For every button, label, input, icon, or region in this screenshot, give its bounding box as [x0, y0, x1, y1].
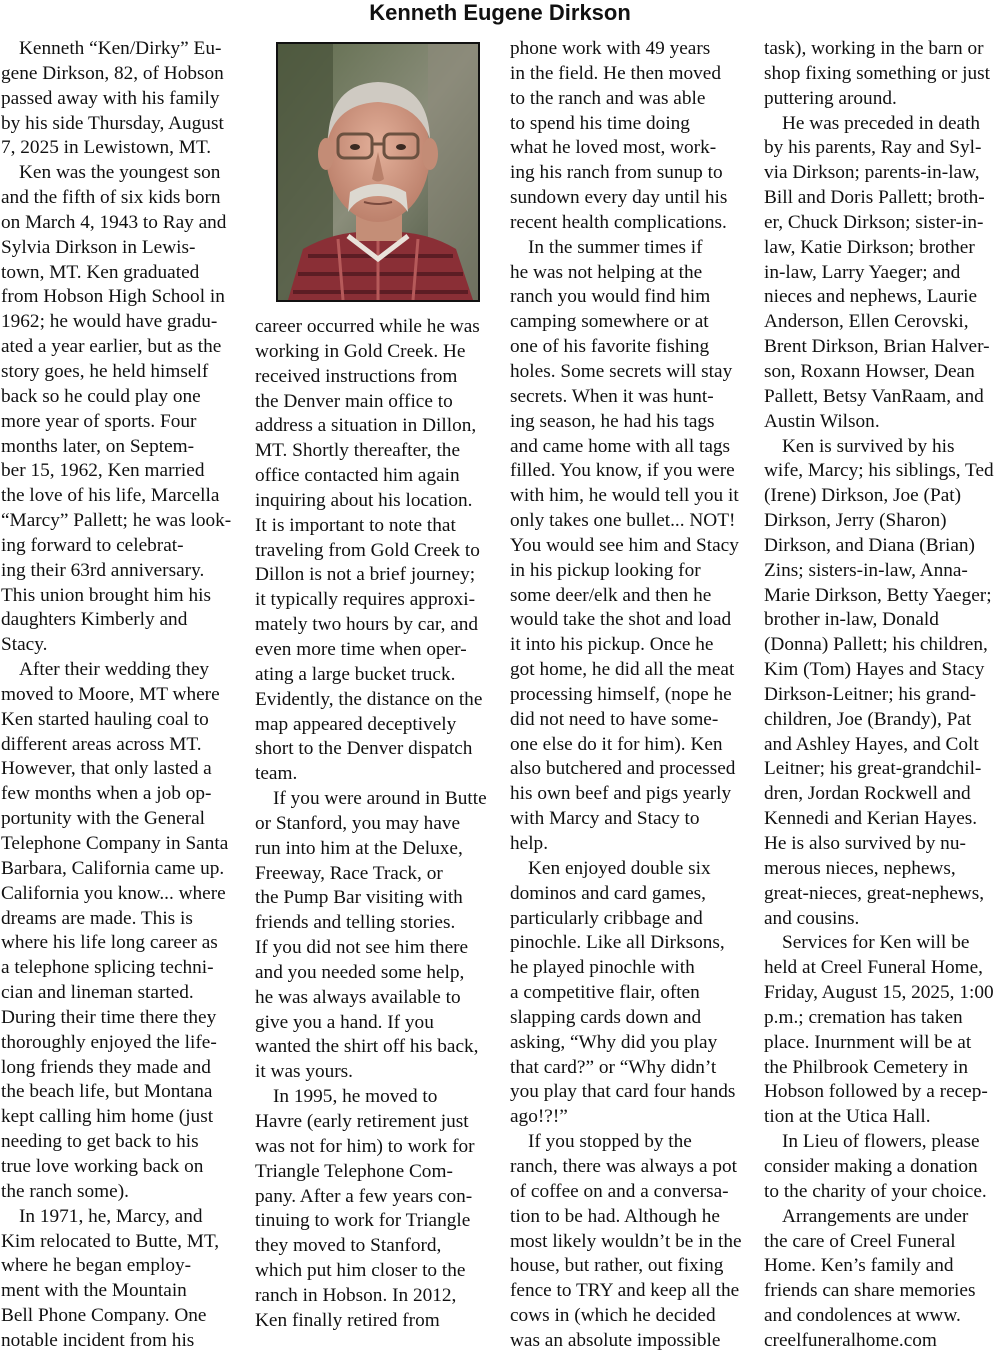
text-line: nieces and nephews, Laurie: [764, 286, 978, 308]
text-line: In Lieu of flowers, please: [782, 1131, 980, 1153]
text-line: from Hobson High School in: [1, 286, 225, 308]
text-line: ment with the Mountain: [1, 1280, 187, 1302]
text-line: If you did not see him there: [255, 937, 469, 959]
text-line: you play that card four hands: [510, 1081, 736, 1103]
text-line: Ken started hauling coal to: [1, 708, 209, 730]
text-line: children, Joe (Brandy), Pat: [764, 708, 972, 730]
text-line: Dirkson, Jerry (Sharon): [764, 510, 947, 532]
text-line: Dirkson, and Diana (Brian): [764, 534, 975, 556]
text-line: He was preceded in death: [782, 112, 981, 134]
text-line: to spend his time doing: [510, 112, 690, 134]
text-line: creelfuneralhome.com: [764, 1329, 937, 1351]
text-line: Freeway, Race Track, or: [255, 862, 443, 884]
text-line: few months when a job op-: [1, 783, 212, 805]
text-line: address a situation in Dillon,: [255, 415, 477, 437]
text-line: ranch in Hobson. In 2012,: [255, 1284, 457, 1306]
text-line: Kim (Tom) Hayes and Stacy: [764, 659, 985, 681]
text-line: inquiring about his location.: [255, 489, 473, 511]
text-line: office contacted him again: [255, 465, 460, 487]
text-line: traveling from Gold Creek to: [255, 539, 480, 561]
text-line: and the fifth of six kids born: [1, 187, 221, 209]
text-line: dren, Jordan Rockwell and: [764, 783, 971, 805]
text-line: tion at the Utica Hall.: [764, 1106, 931, 1128]
text-line: the Denver main office to: [255, 390, 453, 412]
text-line: brother in-law, Donald: [764, 609, 939, 631]
text-line: one of his favorite fishing: [510, 336, 710, 358]
text-line: was not for him) to work for: [255, 1135, 475, 1157]
text-line: he played pinochle with: [510, 957, 695, 979]
text-line: the Pump Bar visiting with: [255, 887, 463, 909]
text-line: Kim relocated to Butte, MT,: [1, 1230, 220, 1252]
text-line: If you stopped by the: [528, 1131, 692, 1153]
text-line: processing himself, (nope he: [510, 683, 732, 705]
text-line: portunity with the General: [1, 808, 206, 830]
text-line: Bill and Doris Pallett; broth-: [764, 187, 985, 209]
text-line: got home, he did all the meat: [510, 659, 735, 681]
text-line: dominos and card games,: [510, 882, 706, 904]
column-1: [1, 37, 239, 1354]
text-line: cows in (which he decided: [510, 1305, 716, 1327]
text-line: needing to get back to his: [1, 1131, 199, 1153]
text-line: You would see him and Stacy: [510, 534, 739, 556]
text-line: Triangle Telephone Com-: [255, 1160, 453, 1182]
column-4: [764, 37, 1000, 1354]
text-line: fence to TRY and keep all the: [510, 1280, 740, 1302]
text-line: what he loved most, work-: [510, 137, 717, 159]
text-line: Ken enjoyed double six: [528, 857, 711, 879]
text-line: even more time when oper-: [255, 638, 467, 660]
text-line: Anderson, Ellen Cerovski,: [764, 311, 969, 333]
page-title: Kenneth Eugene Dirkson: [369, 0, 631, 25]
text-line: a telephone splicing techni-: [1, 957, 214, 979]
text-line: particularly cribbage and: [510, 907, 703, 929]
text-line: on March 4, 1943 to Ray and: [1, 211, 227, 233]
text-line: ing his ranch from sunup to: [510, 162, 723, 184]
text-line: most likely wouldn’t be in the: [510, 1230, 742, 1252]
text-line: back so he could play one: [1, 385, 201, 407]
text-line: Sylvia Dirkson in Lewis-: [1, 236, 196, 258]
text-line: pany. After a few years con-: [255, 1185, 473, 1207]
text-line: Brent Dirkson, Brian Halver-: [764, 336, 990, 358]
text-line: 7, 2025 in Lewistown, MT.: [1, 137, 212, 159]
text-line: months later, on Septem-: [1, 435, 195, 457]
text-line: mately two hours by car, and: [255, 614, 479, 636]
text-line: notable incident from his: [1, 1329, 195, 1351]
text-line: Dillon is not a brief journey;: [255, 564, 476, 586]
text-line: Services for Ken will be: [782, 932, 970, 954]
text-line: Ken finally retired from: [255, 1309, 440, 1331]
text-line: After their wedding they: [19, 659, 210, 681]
text-line: Havre (early retirement just: [255, 1111, 469, 1132]
text-line: (Irene) Dirkson, Joe (Pat): [764, 485, 962, 507]
text-line: shop fixing something or just: [764, 62, 991, 84]
text-line: slapping cards down and: [510, 1006, 702, 1028]
text-line: ing their 63rd anniversary.: [1, 559, 205, 581]
text-line: However, that only lasted a: [1, 758, 212, 780]
text-line: and condolences at www.: [764, 1305, 961, 1327]
text-line: tion to be had. Although he: [510, 1205, 720, 1227]
text-line: working in Gold Creek. He: [255, 340, 466, 362]
text-line: ranch, there was always a pot: [510, 1155, 737, 1177]
text-line: to the charity of your choice.: [764, 1180, 987, 1202]
text-line: Friday, August 15, 2025, 1:00: [764, 982, 994, 1004]
text-line: it into his pickup. Once he: [510, 634, 714, 656]
text-line: also butchered and processed: [510, 758, 736, 780]
text-line: with him, he would tell you it: [510, 485, 739, 507]
text-line: held at Creel Funeral Home,: [764, 957, 983, 979]
text-line: passed away with his family: [1, 87, 220, 109]
text-line: Kennedi and Kerian Hayes.: [764, 808, 978, 830]
text-line: and came home with all tags: [510, 435, 731, 457]
text-line: Zins; sisters-in-law, Anna-: [764, 559, 968, 581]
text-line: ing forward to celebrat-: [1, 534, 184, 556]
text-line: help.: [510, 833, 549, 854]
text-line: and Ashley Hayes, and Colt: [764, 733, 979, 755]
text-line: the love of his life, Marcella: [1, 485, 220, 507]
text-line: the Philbrook Cemetery in: [764, 1056, 969, 1078]
text-line: give you a hand. If you: [255, 1011, 434, 1033]
text-line: puttering around.: [764, 87, 897, 109]
text-line: more year of sports. Four: [1, 410, 197, 432]
text-line: where his life long career as: [1, 932, 218, 954]
text-line: which put him closer to the: [255, 1260, 466, 1282]
text-line: er, Chuck Dirkson; sister-in-: [764, 211, 984, 233]
text-line: Ken was the youngest son: [19, 162, 221, 184]
text-line: in-law, Larry Yaeger; and: [764, 261, 961, 283]
text-line: Telephone Company in Santa: [1, 833, 229, 854]
portrait-image: [278, 44, 478, 300]
text-line: phone work with 49 years: [510, 38, 711, 59]
text-line: by his side Thursday, August: [1, 112, 224, 134]
text-line: was an absolute impossible: [510, 1329, 721, 1351]
text-line: Stacy.: [1, 634, 48, 656]
column-3: [510, 37, 748, 1354]
text-line: moved to Moore, MT where: [1, 683, 220, 705]
text-line: some deer/elk and then he: [510, 584, 712, 606]
text-line: Marie Dirkson, Betty Yaeger;: [764, 584, 992, 606]
text-line: holes. Some secrets will stay: [510, 360, 733, 382]
text-line: a competitive flair, often: [510, 982, 700, 1004]
text-line: kept calling him home (just: [1, 1106, 214, 1128]
text-line: gene Dirkson, 82, of Hobson: [1, 62, 224, 84]
text-line: and you needed some help,: [255, 961, 465, 983]
text-line: that card?” or “Why didn’t: [510, 1056, 717, 1078]
text-line: they moved to Stanford,: [255, 1235, 442, 1257]
text-line: to the ranch and was able: [510, 87, 706, 109]
text-line: team.: [255, 763, 298, 785]
text-line: Arrangements are under: [782, 1205, 969, 1227]
text-line: town, MT. Ken graduated: [1, 261, 200, 283]
text-line: merous nieces, nephews,: [764, 857, 956, 879]
text-line: where he began employ-: [1, 1255, 192, 1277]
text-line: Ken is survived by his: [782, 435, 955, 457]
text-line: This union brought him his: [1, 584, 211, 606]
text-line: map appeared deceptively: [255, 713, 457, 735]
text-line: via Dirkson; parents-in-law,: [764, 162, 980, 184]
text-line: Barbara, California came up.: [1, 857, 225, 879]
text-line: short to the Denver dispatch: [255, 738, 473, 760]
text-line: consider making a donation: [764, 1155, 978, 1177]
text-line: true love working back on: [1, 1155, 204, 1177]
text-line: tinuing to work for Triangle: [255, 1210, 471, 1232]
text-line: recent health complications.: [510, 211, 727, 233]
text-line: Bell Phone Company. One: [1, 1305, 207, 1327]
text-line: Kenneth “Ken/Dirky” Eu-: [19, 38, 222, 59]
text-line: career occurred while he was: [255, 316, 480, 337]
text-line: Dirkson-Leitner; his grand-: [764, 683, 977, 705]
text-line: California you know... where: [1, 882, 226, 904]
text-line: the beach life, but Montana: [1, 1081, 213, 1103]
text-line: pinochle. Like all Dirksons,: [510, 932, 725, 954]
text-line: thoroughly enjoyed the life-: [1, 1031, 217, 1053]
text-line: ated a year earlier, but as the: [1, 336, 222, 358]
text-line: task), working in the barn or: [764, 38, 984, 59]
text-line: ranch you would find him: [510, 286, 711, 308]
text-line: Austin Wilson.: [764, 410, 880, 432]
text-line: dreams are made. This is: [1, 907, 193, 929]
text-line: long friends they made and: [1, 1056, 211, 1078]
text-line: in his pickup looking for: [510, 559, 701, 581]
text-line: law, Katie Dirkson; brother: [764, 236, 975, 258]
text-line: one else do it for him). Ken: [510, 733, 723, 755]
text-line: (Donna) Pallett; his children,: [764, 634, 988, 656]
text-line: Evidently, the distance on the: [255, 688, 483, 710]
text-line: secrets. When it was hunt-: [510, 385, 714, 407]
text-line: received instructions from: [255, 365, 458, 387]
text-line: cian and lineman started.: [1, 982, 194, 1004]
text-line: ing season, he had his tags: [510, 410, 715, 432]
text-line: friends can share memories: [764, 1280, 976, 1302]
text-line: sundown every day until his: [510, 187, 728, 209]
text-line: camping somewhere or at: [510, 311, 709, 333]
text-line: run into him at the Deluxe,: [255, 837, 463, 859]
text-line: wife, Marcy; his siblings, Ted: [764, 460, 994, 482]
text-line: Leitner; his great-grandchil-: [764, 758, 982, 780]
text-line: the care of Creel Funeral: [764, 1230, 956, 1252]
text-line: In 1971, he, Marcy, and: [19, 1205, 203, 1227]
text-line: he was always available to: [255, 986, 461, 1008]
text-line: If you were around in Butte: [273, 788, 487, 810]
text-line: In 1995, he moved to: [273, 1086, 438, 1108]
text-line: 1962; he would have gradu-: [1, 311, 218, 333]
text-line: ago!?!”: [510, 1106, 568, 1128]
text-line: in the field. He then moved: [510, 62, 721, 84]
text-line: He is also survived by nu-: [764, 833, 966, 854]
text-line: only takes one bullet... NOT!: [510, 510, 736, 532]
text-line: and cousins.: [764, 907, 860, 929]
text-line: place. Inurnment will be at: [764, 1031, 972, 1053]
text-line: would take the shot and load: [510, 609, 732, 631]
text-line: During their time there they: [1, 1006, 217, 1028]
text-line: MT. Shortly thereafter, the: [255, 440, 461, 462]
text-line: house, but rather, out fixing: [510, 1255, 724, 1277]
text-line: he was not helping at the: [510, 261, 703, 283]
text-line: Hobson followed by a recep-: [764, 1081, 988, 1103]
text-line: the ranch some).: [1, 1180, 129, 1202]
text-line: asking, “Why did you play: [510, 1031, 718, 1053]
text-line: p.m.; cremation has taken: [764, 1006, 963, 1028]
text-line: ber 15, 1962, Ken married: [1, 460, 205, 482]
text-line: it was yours.: [255, 1061, 354, 1083]
text-line: by his parents, Ray and Syl-: [764, 137, 982, 159]
text-line: did not need to have some-: [510, 708, 719, 730]
text-line: filled. You know, if you were: [510, 460, 735, 482]
text-line: with Marcy and Stacy to: [510, 808, 700, 830]
text-line: daughters Kimberly and: [1, 609, 188, 631]
column-2: [255, 315, 493, 1334]
text-line: son, Roxann Howser, Dean: [764, 360, 975, 382]
text-line: different areas across MT.: [1, 733, 202, 755]
text-line: his own beef and pigs yearly: [510, 783, 732, 805]
text-line: it typically requires approxi-: [255, 589, 476, 611]
text-line: wanted the shirt off his back,: [255, 1036, 479, 1058]
text-line: It is important to note that: [255, 514, 456, 536]
text-line: “Marcy” Pallett; he was look-: [1, 510, 232, 532]
text-line: In the summer times if: [528, 236, 703, 258]
text-line: Home. Ken’s family and: [764, 1255, 954, 1277]
portrait-photo: [276, 42, 480, 302]
text-line: great-nieces, great-nephews,: [764, 882, 985, 904]
text-line: of coffee on and a conversa-: [510, 1180, 729, 1202]
text-line: or Stanford, you may have: [255, 812, 461, 834]
text-line: Pallett, Betsy VanRaam, and: [764, 385, 984, 407]
text-line: ating a large bucket truck.: [255, 663, 456, 685]
text-line: friends and telling stories.: [255, 912, 456, 934]
text-line: story goes, he held himself: [1, 360, 209, 382]
